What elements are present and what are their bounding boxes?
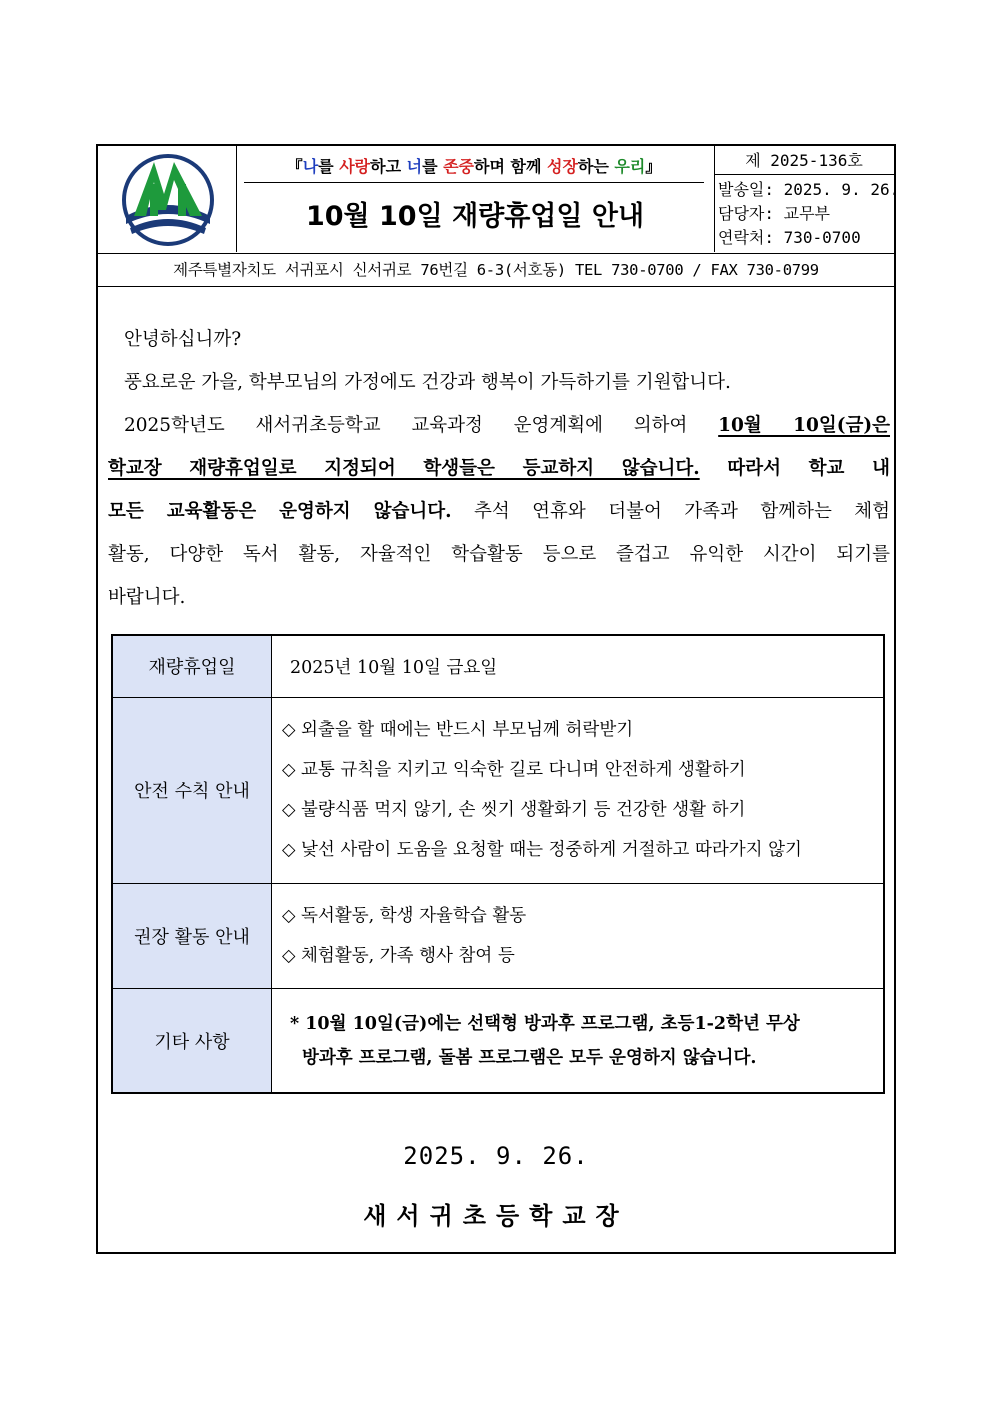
slogan-text: 하고 [370, 157, 407, 176]
slogan-word: 사랑 [339, 157, 371, 176]
other-notes [272, 989, 885, 1093]
row-label: 안전 수칙 안내 [112, 697, 272, 883]
greeting: 안녕하십니까? [124, 329, 242, 350]
paragraph-line: 활동, 다양한 독서 활동, 자율적인 학습활동 등으로 즐겁고 유익한 시간이 되기를 [108, 544, 890, 565]
highlight-notice: 학교장 재량휴업일로 지정되어 학생들은 등교하지 않습니다. [108, 458, 700, 479]
paragraph-line [108, 404, 890, 447]
row-label: 기타 사항 [112, 989, 272, 1093]
list-item: ◇ 교통 규칙을 지키고 익숙한 길로 다니며 안전하게 생활하기 [282, 760, 746, 781]
list-item: ◇ 체험활동, 가족 행사 참여 등 [282, 945, 515, 966]
bold-text: 따라서 학교 내 [699, 458, 890, 479]
letter-body [108, 318, 890, 619]
row-label: 권장 활동 안내 [112, 883, 272, 988]
school-slogan [244, 152, 704, 183]
manager: 담당자: 교무부 [718, 204, 831, 223]
logo-cell [98, 146, 237, 252]
document-number: 제 2025-136호 [714, 148, 894, 175]
table-row [112, 989, 884, 1093]
table-row [112, 697, 884, 883]
list-item: ◇ 낯선 사람이 도움을 요청할 때는 정중하게 거절하고 따라가지 않기 [282, 840, 802, 861]
wish-paragraph: 풍요로운 가을, 학부모님의 가정에도 건강과 행복이 가득하기를 기원합니다. [124, 372, 731, 393]
slogan-word: 우리 [614, 157, 646, 176]
school-address: 제주특별자치도 서귀포시 신서귀로 76번길 6-3(서호동) TEL 730-0700 / FAX 730-0799 [98, 253, 894, 287]
holiday-date: 2025년 10월 10일 금요일 [272, 635, 885, 697]
info-table [111, 634, 885, 1094]
paragraph-line [108, 447, 890, 490]
slogan-word: 나 [302, 157, 319, 176]
paragraph-line: 바랍니다. [108, 587, 186, 608]
row-label: 재량휴업일 [112, 635, 272, 697]
list-item: ◇ 외출을 할 때에는 반드시 부모님께 허락받기 [282, 720, 634, 741]
table-row [112, 635, 884, 697]
paragraph-text: 2025학년도 새서귀초등학교 교육과정 운영계획에 의하여 [124, 415, 719, 436]
title-cell [236, 146, 715, 252]
slogan-word: 너 [406, 157, 423, 176]
sent-date: 발송일: 2025. 9. 26. [718, 180, 900, 199]
document-header [98, 146, 900, 254]
paragraph-text: 추석 연휴와 더불어 가족과 함께하는 체험 [451, 501, 890, 522]
note-line: * 10월 10일(금)에는 선택형 방과후 프로그램, 초등1-2학년 무상 [290, 1013, 800, 1034]
document-meta [714, 146, 900, 252]
list-item: ◇ 독서활동, 학생 자율학습 활동 [282, 905, 527, 926]
slogan-word: 성장 [546, 157, 578, 176]
slogan-close-bracket: 』 [645, 157, 662, 176]
contact-number: 연락처: 730-0700 [718, 228, 861, 247]
signer: 새서귀초등학교장 [363, 1201, 629, 1230]
slogan-text: 를 [422, 157, 444, 176]
slogan-text: 를 [318, 157, 340, 176]
issue-date: 2025. 9. 26. [403, 1142, 589, 1170]
document-frame [96, 144, 900, 1254]
paragraph-line [108, 490, 890, 533]
bold-text: 모든 교육활동은 운영하지 않습니다. [108, 501, 452, 522]
slogan-open-bracket: 『 [286, 157, 303, 176]
note-line: 방과후 프로그램, 돌봄 프로그램은 모두 운영하지 않습니다. [302, 1047, 757, 1068]
safety-rules [272, 697, 885, 883]
document-title: 10월 10일 재량휴업일 안내 [305, 201, 645, 232]
recommended-activities [272, 883, 885, 988]
school-emblem-icon [120, 154, 216, 246]
slogan-text: 하는 [577, 157, 615, 176]
slogan-word: 존중 [443, 157, 475, 176]
list-item: ◇ 불량식품 먹지 않기, 손 씻기 생활화기 등 건강한 생활 하기 [282, 800, 746, 821]
slogan-text: 하며 함께 [474, 157, 547, 176]
table-row [112, 883, 884, 988]
highlight-date: 10월 10일(금)은 [718, 415, 890, 436]
